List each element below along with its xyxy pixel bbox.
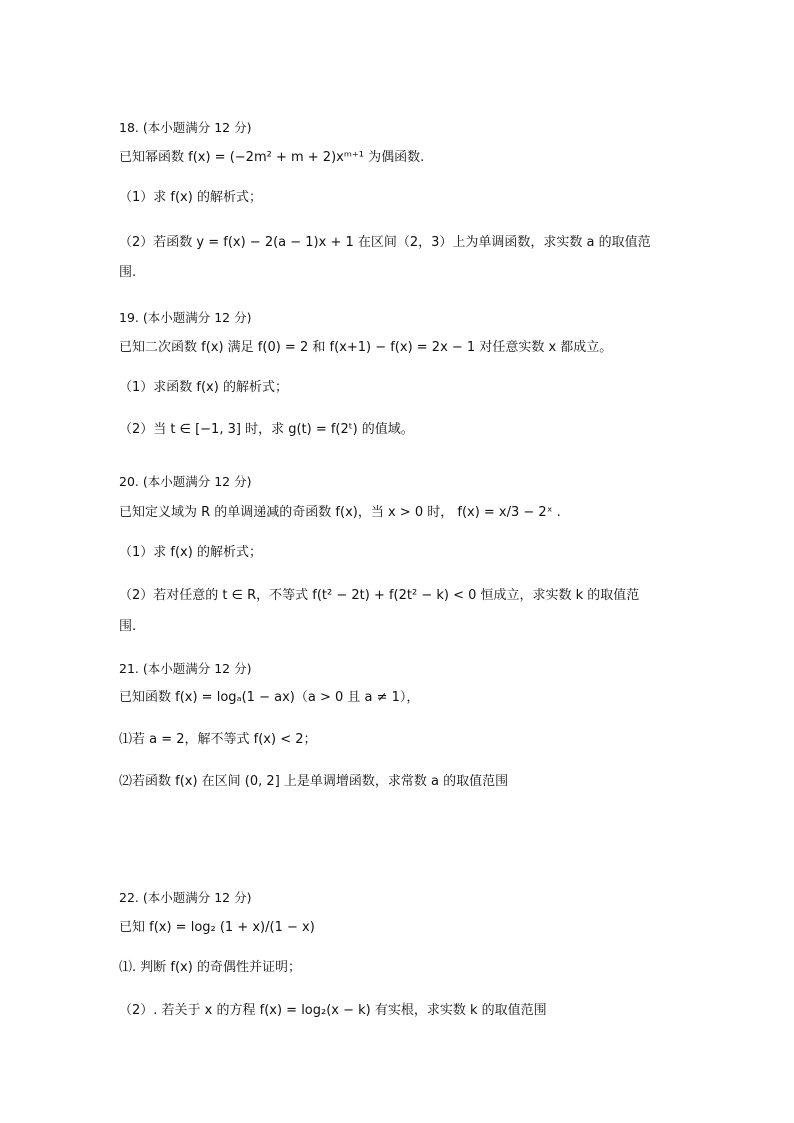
problem-18-part-1: （1）求 f(x) 的解析式； xyxy=(119,190,262,205)
problem-18-header: 18. (本小题满分 12 分) xyxy=(119,120,252,135)
problem-21-statement: 已知函数 f(x) = logₐ(1 − ax)（a > 0 且 a ≠ 1）， xyxy=(119,690,420,705)
problem-18-part-2: （2）若函数 y = f(x) − 2(a − 1)x + 1 在区间（2，3）上为单调函数，求实数 a 的取值范 xyxy=(119,235,651,250)
problem-22-part-2: （2）. 若关于 x 的方程 f(x) = log₂(x − k) 有实根，求实数 k 的取值范围 xyxy=(119,1003,547,1018)
problem-20-part-2-cont: 围. xyxy=(119,619,137,634)
problem-21-part-1: ⑴若 a = 2，解不等式 f(x) < 2； xyxy=(119,732,317,747)
problem-20-part-2: （2）若对任意的 t ∈ R，不等式 f(t² − 2t) + f(2t² − k) < 0 恒成立，求实数 k 的取值范 xyxy=(119,588,640,603)
problem-21-header: 21. (本小题满分 12 分) xyxy=(119,661,252,676)
problem-22-part-1: ⑴. 判断 f(x) 的奇偶性并证明； xyxy=(119,960,301,975)
problem-20-header: 20. (本小题满分 12 分) xyxy=(119,474,252,489)
problem-18-statement: 已知幂函数 f(x) = (−2m² + m + 2)xᵐ⁺¹ 为偶函数. xyxy=(119,150,425,165)
problem-19-statement: 已知二次函数 f(x) 满足 f(0) = 2 和 f(x+1) − f(x) = 2x − 1 对任意实数 x 都成立。 xyxy=(119,340,613,355)
problem-22-header: 22. (本小题满分 12 分) xyxy=(119,890,252,905)
problem-20-part-1: （1）求 f(x) 的解析式； xyxy=(119,545,262,560)
problem-22-statement: 已知 f(x) = log₂ (1 + x)/(1 − x) xyxy=(119,920,315,935)
problem-18-part-2-cont: 围. xyxy=(119,265,137,280)
problem-19-part-1: （1）求函数 f(x) 的解析式； xyxy=(119,380,288,395)
problem-20-statement: 已知定义域为 R 的单调递减的奇函数 f(x)，当 x > 0 时， f(x) = x/3 − 2ˣ . xyxy=(119,505,561,520)
problem-21-part-2: ⑵若函数 f(x) 在区间 (0, 2] 上是单调增函数，求常数 a 的取值范围 xyxy=(119,774,509,789)
problem-19-part-2: （2）当 t ∈ [−1, 3] 时，求 g(t) = f(2ᵗ) 的值域。 xyxy=(119,422,414,437)
problem-19-header: 19. (本小题满分 12 分) xyxy=(119,310,252,325)
